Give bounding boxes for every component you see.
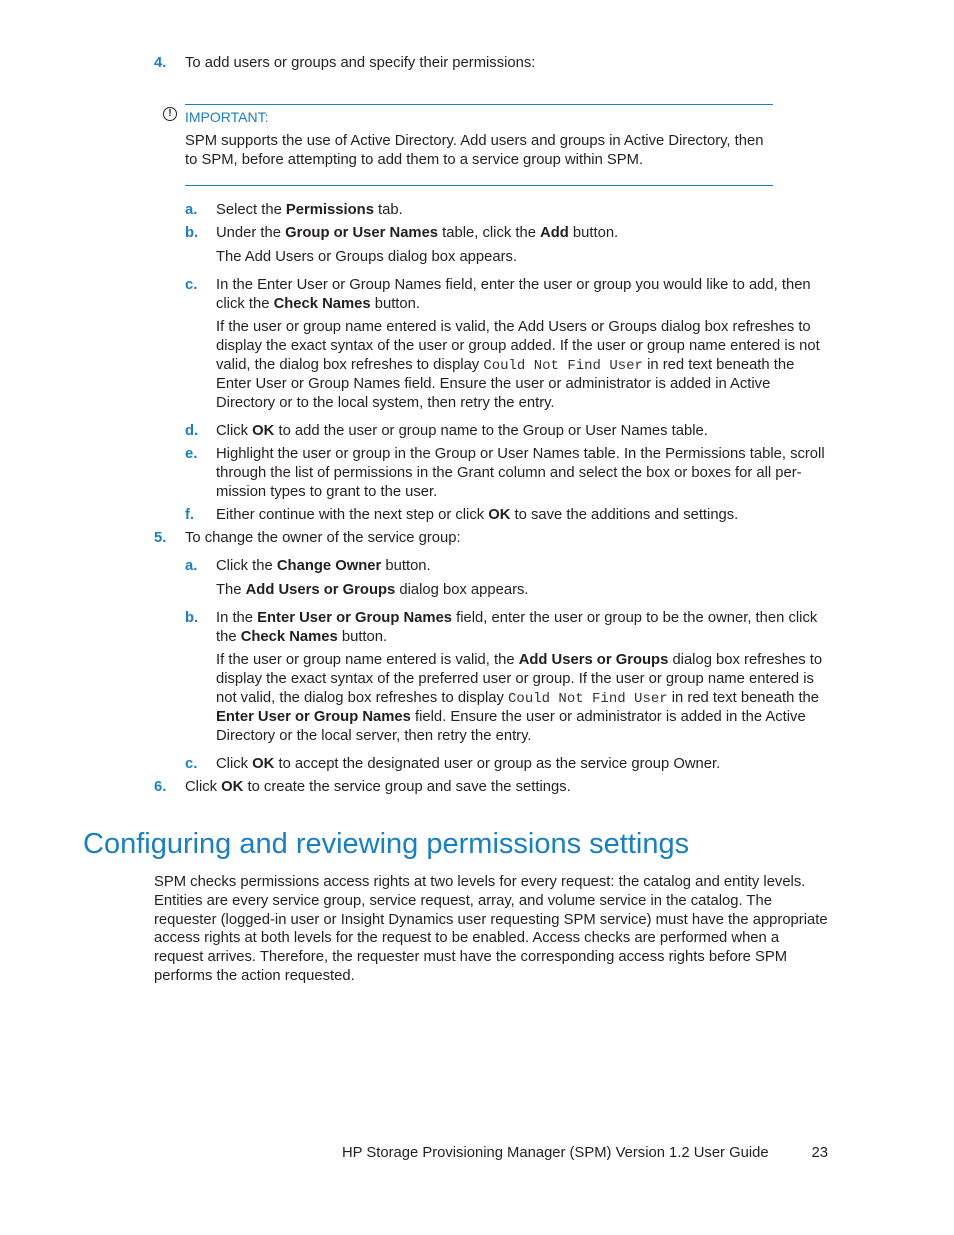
- step-6-text: Click OK to create the service group and save the settings.: [185, 779, 571, 795]
- step-5c-text: Click OK to accept the designated user or group as the service group Owner.: [216, 756, 721, 772]
- step-4a-text: Select the Permissions tab.: [216, 202, 403, 218]
- step-5c-letter: c.: [185, 756, 198, 772]
- step-5-text: To change the owner of the service group:: [185, 530, 461, 546]
- step-4-text: To add users or groups and specify their permissions:: [185, 55, 536, 71]
- important-bottom-rule: [185, 185, 773, 186]
- step-4e-letter: e.: [185, 446, 198, 462]
- important-text: SPM supports the use of Active Directory. Add users and groups in Active Directory, then to SPM, before attempting to add them to a service group within SPM.: [185, 133, 764, 168]
- footer-title: HP Storage Provisioning Manager (SPM) Version 1.2 User Guide: [342, 1145, 769, 1161]
- step-5b-text: In the Enter User or Group Names field, enter the user or group to be the owner, then click the Check Names button.: [216, 610, 818, 645]
- step-4c-text: In the Enter User or Group Names field, enter the user or group you would like to add, then click the Check Names button.: [216, 277, 811, 312]
- step-4c-note: If the user or group name entered is valid, the Add Users or Groups dialog box refreshes to display the exact syntax of the user or group added. If the user or group name entered is not valid, the dialog box refreshes to display Could Not Find User in red text beneath the Enter User or Group Names field. Ensure the user or administrator is added in Active Directory or to the local system, then retry the entry.: [216, 319, 820, 412]
- step-4e-text: Highlight the user or group in the Group or User Names table. In the Permissions table, scroll through the list of permissions in the Grant column and select the box or boxes for all per-mission types to grant to the user.: [216, 446, 825, 500]
- section-heading: Configuring and reviewing permissions settings: [83, 828, 690, 860]
- step-5a-letter: a.: [185, 558, 198, 574]
- step-5a-note: The Add Users or Groups dialog box appears.: [216, 582, 529, 598]
- step-4b-text: Under the Group or User Names table, click the Add button.: [216, 225, 619, 241]
- section-body: SPM checks permissions access rights at two levels for every request: the catalog and entity levels. Entities are every service group, service request, array, and volume service in the catalog. The requester (logged-in user or Insight Dynamics user requesting SPM service) must have the appropriate access rights at both levels for the request to be enabled. Access checks are performed when a request arrives. Therefore, the requester must have the corresponding access rights before SPM performs the action requested.: [154, 874, 828, 984]
- step-5b-letter: b.: [185, 610, 199, 626]
- step-4f-letter: f.: [185, 507, 195, 523]
- important-top-rule: [185, 104, 773, 105]
- important-icon: !: [163, 107, 177, 121]
- step-5-number: 5.: [154, 530, 167, 546]
- step-6-number: 6.: [154, 779, 167, 795]
- step-4b-letter: b.: [185, 225, 199, 241]
- step-4d-letter: d.: [185, 423, 199, 439]
- step-4f-text: Either continue with the next step or click OK to save the additions and settings.: [216, 507, 739, 523]
- step-5a-text: Click the Change Owner button.: [216, 558, 431, 574]
- step-4d-text: Click OK to add the user or group name to the Group or User Names table.: [216, 423, 708, 439]
- step-4a-letter: a.: [185, 202, 198, 218]
- important-label: IMPORTANT:: [185, 109, 269, 125]
- step-4c-letter: c.: [185, 277, 198, 293]
- step-5b-note: If the user or group name entered is valid, the Add Users or Groups dialog box refreshes to display the exact syntax of the preferred user or group. If the user or group name entered is not valid, the dialog box refreshes to display Could Not Find User in red text beneath the Enter User or Group Names field. Ensure the user or administrator is added in the Active Directory or the local server, then retry the entry.: [216, 652, 823, 745]
- step-4b-note: The Add Users or Groups dialog box appears.: [216, 249, 518, 265]
- page-number: 23: [811, 1145, 828, 1161]
- step-4-number: 4.: [154, 55, 167, 71]
